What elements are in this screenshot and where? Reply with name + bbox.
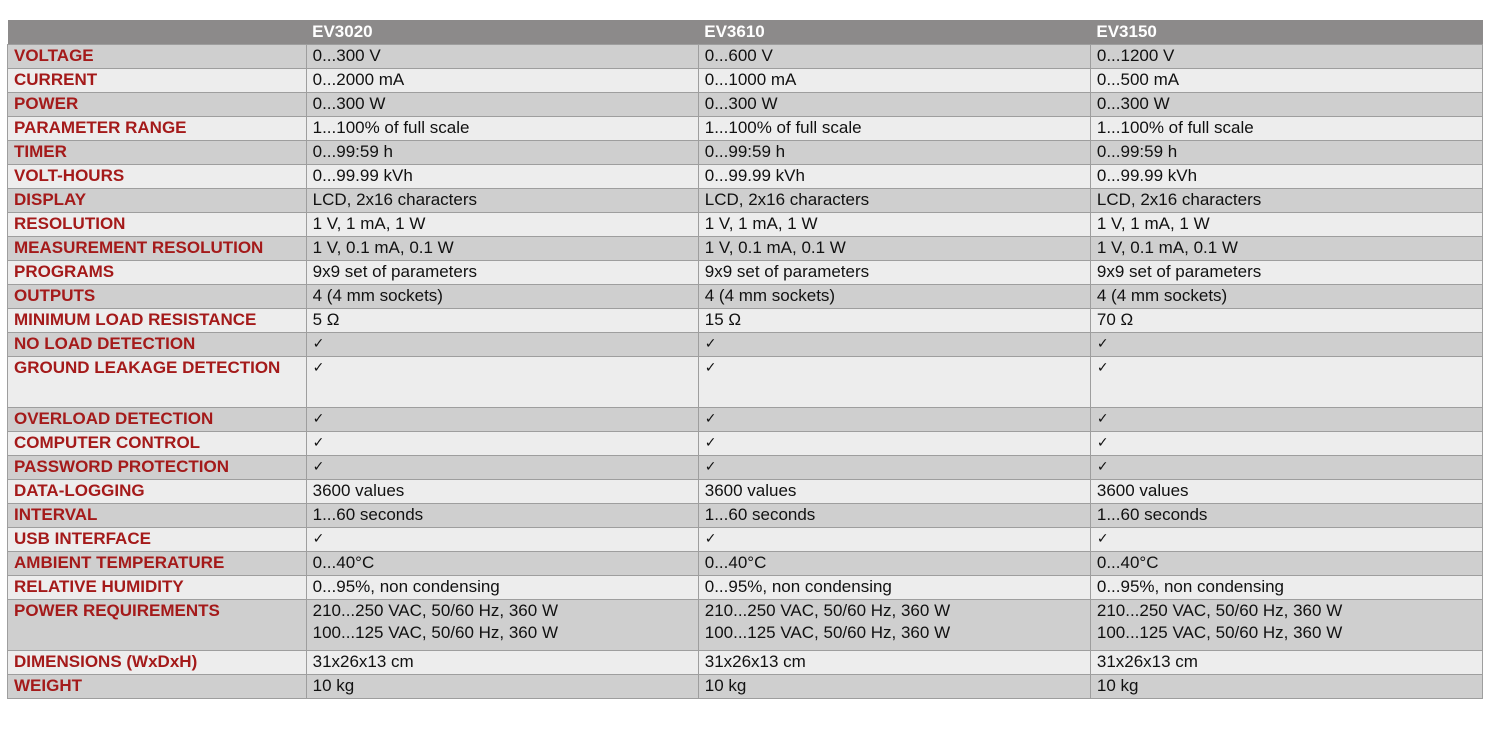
spec-value-cell: ✓ — [306, 357, 698, 408]
row-label: OUTPUTS — [8, 285, 307, 309]
row-label: TIMER — [8, 141, 307, 165]
spec-value-cell: ✓ — [698, 357, 1090, 408]
table-row — [8, 528, 1483, 552]
row-label: PROGRAMS — [8, 261, 307, 285]
table-row — [8, 45, 1483, 69]
spec-value-cell: 4 (4 mm sockets) — [698, 285, 1090, 309]
row-label: INTERVAL — [8, 504, 307, 528]
spec-value-cell: 1...100% of full scale — [1090, 117, 1482, 141]
spec-value-cell: 0...40°C — [306, 552, 698, 576]
row-label: WEIGHT — [8, 675, 307, 699]
spec-value-cell: 1 V, 0.1 mA, 0.1 W — [698, 237, 1090, 261]
spec-value-cell: 0...99.99 kVh — [306, 165, 698, 189]
spec-value-cell: ✓ — [698, 432, 1090, 456]
model-header-ev3150: EV3150 — [1090, 20, 1482, 45]
spec-value-cell: 9x9 set of parameters — [698, 261, 1090, 285]
row-label: AMBIENT TEMPERATURE — [8, 552, 307, 576]
row-label: NO LOAD DETECTION — [8, 333, 307, 357]
spec-value-line: 100...125 VAC, 50/60 Hz, 360 W — [312, 623, 558, 642]
spec-value-cell: 0...40°C — [1090, 552, 1482, 576]
table-row — [8, 576, 1483, 600]
table-row — [8, 189, 1483, 213]
spec-value-cell: ✓ — [698, 333, 1090, 357]
row-label: MINIMUM LOAD RESISTANCE — [8, 309, 307, 333]
row-label: GROUND LEAKAGE DETECTION — [8, 357, 307, 408]
spec-value-cell: 0...99.99 kVh — [1090, 165, 1482, 189]
spec-value-cell: 1...60 seconds — [1090, 504, 1482, 528]
spec-value-line: 100...125 VAC, 50/60 Hz, 360 W — [704, 623, 951, 642]
spec-value-cell: ✓ — [698, 528, 1090, 552]
spec-value-cell: 4 (4 mm sockets) — [306, 285, 698, 309]
spec-value-cell: 31x26x13 cm — [306, 651, 698, 675]
row-label: DATA-LOGGING — [8, 480, 307, 504]
spec-value-cell: ✓ — [1090, 357, 1482, 408]
spec-value-cell: 0...300 W — [1090, 93, 1482, 117]
spec-value-line: 210...250 VAC, 50/60 Hz, 360 W — [312, 601, 558, 620]
table-header — [8, 20, 1483, 45]
spec-value-cell: 0...1000 mA — [698, 69, 1090, 93]
spec-value-cell: 15 Ω — [698, 309, 1090, 333]
table-row — [8, 600, 1483, 651]
spec-value-cell: 0...2000 mA — [306, 69, 698, 93]
table-row — [8, 432, 1483, 456]
table-row — [8, 504, 1483, 528]
header-label-column — [8, 20, 307, 45]
spec-value-cell: ✓ — [306, 456, 698, 480]
spec-value-cell: 1 V, 0.1 mA, 0.1 W — [306, 237, 698, 261]
spec-value-cell: 1 V, 1 mA, 1 W — [1090, 213, 1482, 237]
header-row — [8, 20, 1483, 45]
spec-value-cell: 0...40°C — [698, 552, 1090, 576]
spec-value-cell: ✓ — [306, 528, 698, 552]
spec-value-cell: 4 (4 mm sockets) — [1090, 285, 1482, 309]
spec-value-cell: 0...99.99 kVh — [698, 165, 1090, 189]
spec-value-cell: ✓ — [1090, 333, 1482, 357]
spec-value-cell: 3600 values — [1090, 480, 1482, 504]
model-header-ev3020: EV3020 — [306, 20, 698, 45]
row-label: POWER — [8, 93, 307, 117]
spec-value-cell: 9x9 set of parameters — [306, 261, 698, 285]
spec-value-cell: 0...1200 V — [1090, 45, 1482, 69]
spec-value-cell: 9x9 set of parameters — [1090, 261, 1482, 285]
spec-value-cell: 0...95%, non condensing — [698, 576, 1090, 600]
spec-value-cell: ✓ — [306, 408, 698, 432]
spec-value-cell: 1 V, 1 mA, 1 W — [306, 213, 698, 237]
spec-value-cell: LCD, 2x16 characters — [698, 189, 1090, 213]
table-body — [8, 45, 1483, 699]
spec-value-cell: 0...95%, non condensing — [306, 576, 698, 600]
row-label: DIMENSIONS (WxDxH) — [8, 651, 307, 675]
spec-value-line: 210...250 VAC, 50/60 Hz, 360 W — [704, 601, 951, 620]
spec-value-cell: 1 V, 1 mA, 1 W — [698, 213, 1090, 237]
table-row — [8, 285, 1483, 309]
spec-value-line: 210...250 VAC, 50/60 Hz, 360 W — [1096, 601, 1343, 620]
row-label: RELATIVE HUMIDITY — [8, 576, 307, 600]
spec-value-cell: 1...100% of full scale — [698, 117, 1090, 141]
row-label: MEASUREMENT RESOLUTION — [8, 237, 307, 261]
table-row — [8, 93, 1483, 117]
row-label: RESOLUTION — [8, 213, 307, 237]
spec-value-cell: 0...99:59 h — [698, 141, 1090, 165]
spec-value-cell: 1...100% of full scale — [306, 117, 698, 141]
spec-value-cell: 10 kg — [306, 675, 698, 699]
table-row — [8, 480, 1483, 504]
spec-value-cell: 31x26x13 cm — [1090, 651, 1482, 675]
row-label: PARAMETER RANGE — [8, 117, 307, 141]
row-label: USB INTERFACE — [8, 528, 307, 552]
table-row — [8, 408, 1483, 432]
spec-value-cell: ✓ — [1090, 456, 1482, 480]
row-label: PASSWORD PROTECTION — [8, 456, 307, 480]
spec-value-cell: 0...99:59 h — [1090, 141, 1482, 165]
table-row — [8, 69, 1483, 93]
model-header-ev3610: EV3610 — [698, 20, 1090, 45]
spec-value-cell: ✓ — [1090, 408, 1482, 432]
table-row — [8, 237, 1483, 261]
table-row — [8, 309, 1483, 333]
spec-value-cell: 10 kg — [698, 675, 1090, 699]
spec-value-cell: ✓ — [1090, 528, 1482, 552]
spec-value-cell: ✓ — [1090, 432, 1482, 456]
spec-value-cell — [306, 600, 698, 651]
spec-value-cell: ✓ — [306, 333, 698, 357]
spec-value-cell: 0...300 W — [306, 93, 698, 117]
spec-value-cell: ✓ — [698, 456, 1090, 480]
spec-value-cell: 0...99:59 h — [306, 141, 698, 165]
spec-value-cell: LCD, 2x16 characters — [306, 189, 698, 213]
spec-value-cell: 0...300 W — [698, 93, 1090, 117]
row-label: CURRENT — [8, 69, 307, 93]
spec-value-cell: 3600 values — [306, 480, 698, 504]
row-label: POWER REQUIREMENTS — [8, 600, 307, 651]
row-label: VOLTAGE — [8, 45, 307, 69]
spec-value-cell: 0...300 V — [306, 45, 698, 69]
spec-value-cell: ✓ — [698, 408, 1090, 432]
row-label: VOLT-HOURS — [8, 165, 307, 189]
spec-value-cell: 0...95%, non condensing — [1090, 576, 1482, 600]
spec-value-cell: 10 kg — [1090, 675, 1482, 699]
spec-value-cell: 5 Ω — [306, 309, 698, 333]
table-row — [8, 261, 1483, 285]
row-label: OVERLOAD DETECTION — [8, 408, 307, 432]
spec-value-cell: 3600 values — [698, 480, 1090, 504]
spec-value-line: 100...125 VAC, 50/60 Hz, 360 W — [1096, 623, 1343, 642]
table-row — [8, 117, 1483, 141]
spec-value-cell: 1...60 seconds — [306, 504, 698, 528]
row-label: COMPUTER CONTROL — [8, 432, 307, 456]
spec-value-cell — [698, 600, 1090, 651]
table-row — [8, 213, 1483, 237]
spec-value-cell — [1090, 600, 1482, 651]
spec-value-cell: ✓ — [306, 432, 698, 456]
table-row — [8, 333, 1483, 357]
spec-comparison-table — [7, 20, 1483, 699]
table-row — [8, 357, 1483, 408]
table-row — [8, 141, 1483, 165]
spec-value-cell: 70 Ω — [1090, 309, 1482, 333]
table-row — [8, 165, 1483, 189]
spec-value-cell: 1 V, 0.1 mA, 0.1 W — [1090, 237, 1482, 261]
table-row — [8, 675, 1483, 699]
spec-value-cell: 0...600 V — [698, 45, 1090, 69]
table-row — [8, 651, 1483, 675]
spec-value-cell: 0...500 mA — [1090, 69, 1482, 93]
spec-value-cell: 31x26x13 cm — [698, 651, 1090, 675]
row-label: DISPLAY — [8, 189, 307, 213]
table-row — [8, 552, 1483, 576]
spec-value-cell: 1...60 seconds — [698, 504, 1090, 528]
spec-value-cell: LCD, 2x16 characters — [1090, 189, 1482, 213]
table-row — [8, 456, 1483, 480]
